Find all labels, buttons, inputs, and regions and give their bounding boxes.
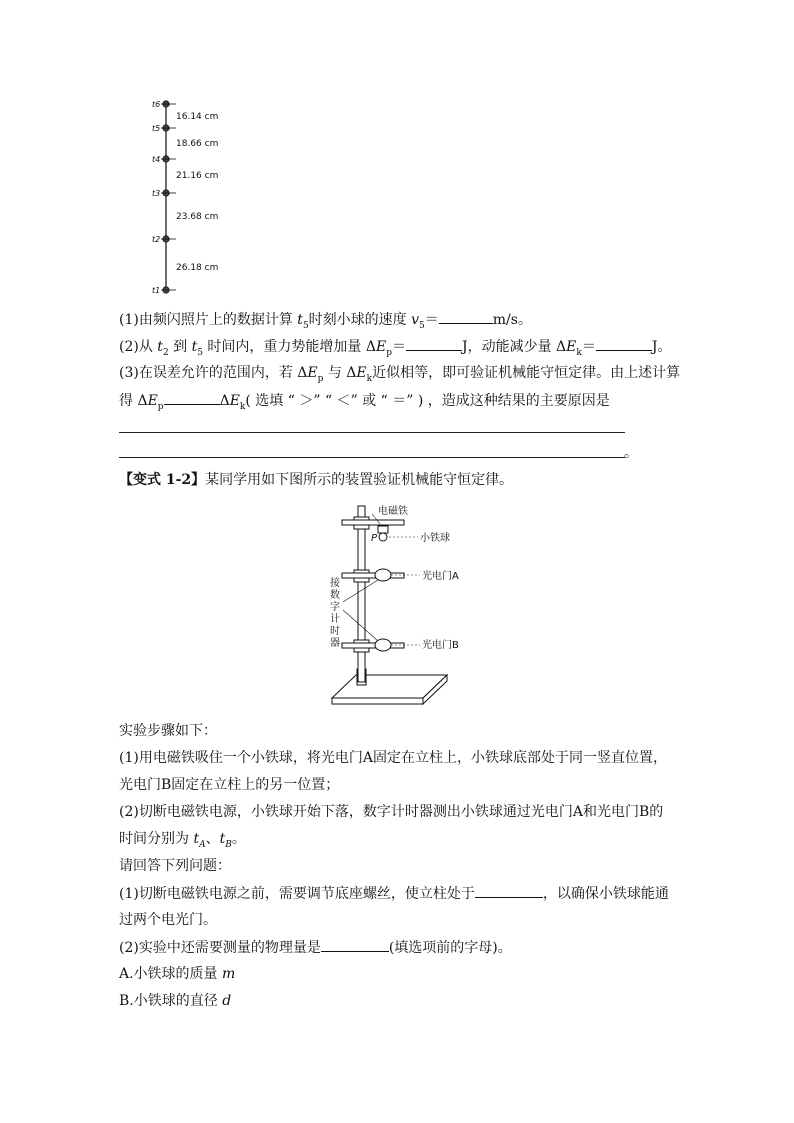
question-3-line-1: (3)在误差允许的范围内，若 $\Delta E_p$ 与 $\Delta E_k$近似相等，即可验证机械能守恒定律。由上述计算 <box>119 365 681 384</box>
question-1-line: (1)由频闪照片上的数据计算 $t_5$时刻小球的速度 $v_5= m/s$。 <box>119 309 532 336</box>
option-b[interactable]: B.小铁球的直径 d <box>119 993 232 1009</box>
step-1-line-1: (1)用电磁铁吸住一个小铁球，将光电门A固定在立柱上，小铁球底部处于同一竖直位置， <box>119 750 667 766</box>
question-b2-line: (2)实验中还需要测量的物理量是 (填选项前的字母)。 <box>119 937 512 958</box>
electromagnet <box>378 526 388 533</box>
answer-blank-ep[interactable] <box>406 336 462 351</box>
label-point-p: P <box>371 533 378 544</box>
label-gate-a: 光电门A <box>422 571 459 582</box>
label-gate-b: 光电门B <box>422 640 459 651</box>
main-post <box>358 506 365 682</box>
strobe-label-t5: t5 <box>152 124 161 133</box>
strobe-distance-4: 23.68 cm <box>176 212 219 222</box>
question-b1-line-1: (1)切断电磁铁电源之前，需要调节底座螺丝，使立柱处于 ，以确保小铁球能通 <box>119 883 669 904</box>
iron-ball <box>379 533 387 541</box>
photogate-a <box>375 569 391 581</box>
label-timer-char-5: 时 <box>330 626 340 637</box>
answer-blank-quantity[interactable] <box>321 937 389 952</box>
label-iron-ball: 小铁球 <box>420 533 450 544</box>
label-timer-char-3: 字 <box>330 602 340 613</box>
label-timer-char-1: 接 <box>330 578 340 589</box>
strobe-label-t1: t1 <box>152 286 161 295</box>
step-2-line-2: 时间分别为 $t_A$、$t_B$。 <box>119 831 246 850</box>
apparatus-diagram <box>0 498 794 718</box>
question-b1-line-2: 过两个电光门。 <box>119 912 217 928</box>
label-timer-char-6: 器 <box>330 638 340 649</box>
strobe-label-t6: t6 <box>152 100 161 109</box>
steps-heading: 实验步骤如下： <box>119 723 217 739</box>
answer-line-reason-2[interactable] <box>119 457 625 458</box>
strobe-label-t2: t2 <box>152 235 161 244</box>
answer-blank-compare[interactable] <box>164 390 220 405</box>
question-3-line-2: 得 $\Delta E_p$ $\Delta E_k$( 选填 “ ＞” “ ＜” 或 “ ＝” ) ，造成这种结果的主要原因是 <box>119 390 610 417</box>
variant-heading: 【变式 1-2】某同学用如下图所示的装置验证机械能守恒定律。 <box>119 472 514 488</box>
label-timer-char-4: 计 <box>330 614 340 625</box>
questions-heading: 请回答下列问题： <box>119 858 231 874</box>
strobe-label-t4: t4 <box>152 155 161 164</box>
label-electromagnet: 电磁铁 <box>378 506 408 517</box>
label-timer-char-2: 数 <box>330 590 340 601</box>
step-1-line-2: 光电门B固定在立柱上的另一位置； <box>119 777 340 793</box>
strobe-photo-figure <box>0 0 794 300</box>
option-a[interactable]: A.小铁球的质量 m <box>119 966 236 982</box>
question-2-line: (2)从 $t_2$ 到 $t_5$ 时间内，重力势能增加量 $\Delta E_p= J$，动能减少量 $\Delta E_k= J$。 <box>119 336 671 363</box>
strobe-distance-5: 26.18 cm <box>176 263 219 273</box>
answer-blank-ek[interactable] <box>596 336 652 351</box>
strobe-distance-1: 16.14 cm <box>176 112 219 122</box>
answer-line-end-mark: 。 <box>624 445 638 461</box>
strobe-ticks <box>161 104 176 290</box>
step-2-line-1: (2)切断电磁铁电源，小铁球开始下落，数字计时器测出小铁球通过光电门A和光电门B的 <box>119 804 664 820</box>
electromagnet-arm <box>342 520 404 525</box>
answer-blank-post-state[interactable] <box>475 883 543 898</box>
answer-blank-v5[interactable] <box>439 309 493 324</box>
answer-line-reason-1[interactable] <box>119 432 625 433</box>
strobe-label-t3: t3 <box>152 189 161 198</box>
strobe-distance-3: 21.16 cm <box>176 171 219 181</box>
strobe-distance-2: 18.66 cm <box>176 139 219 149</box>
